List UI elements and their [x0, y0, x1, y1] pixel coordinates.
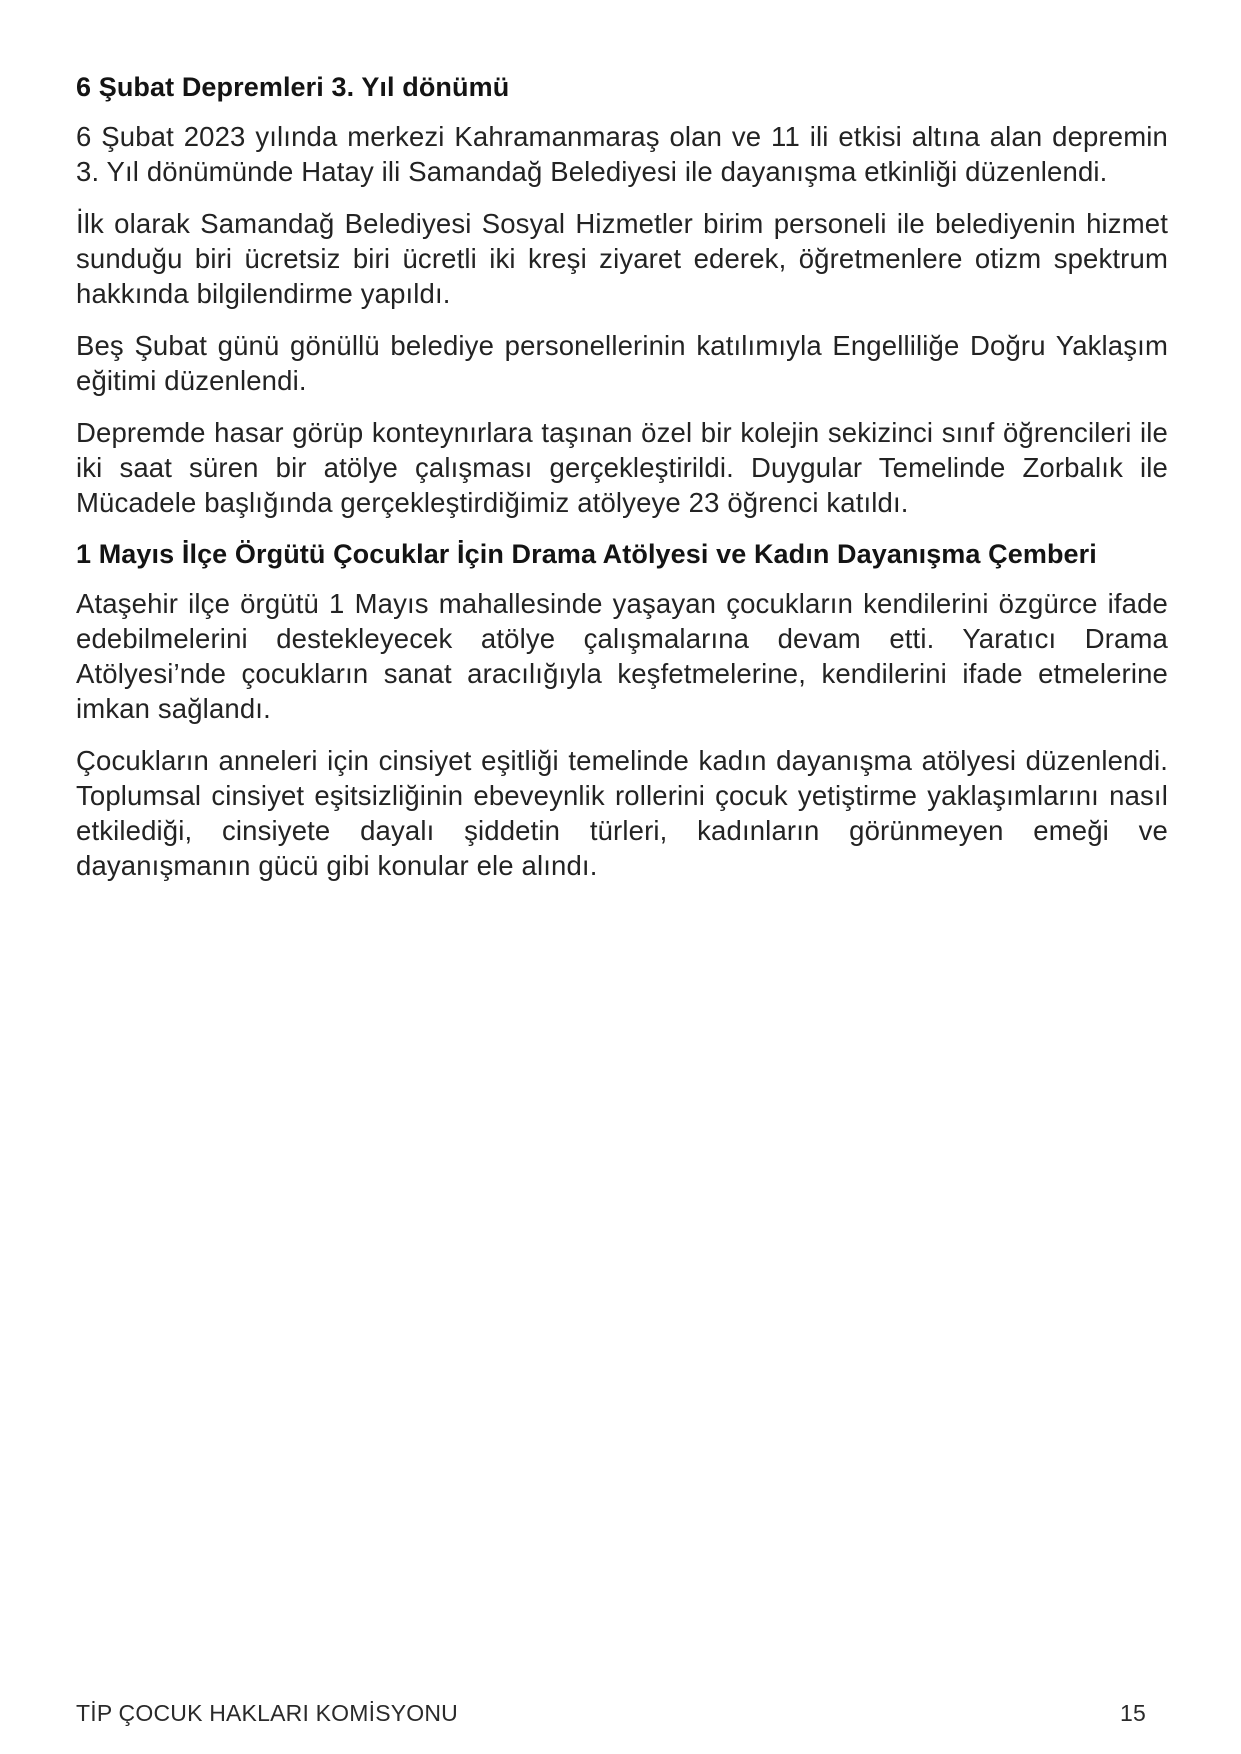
paragraph: Çocukların anneleri için cinsiyet eşitliği temelinde kadın dayanışma atölyesi düzenlendi. Toplumsal cinsiyet eşitsizliğinin ebeveynlik rollerini çocuk yetiştirme yaklaşımlarını nasıl etkilediği, cinsiyete dayalı şiddetin türleri, kadınların görünmeyen emeği ve dayanışmanın gücü gibi konular ele alındı.: [76, 745, 1168, 881]
paragraph: İlk olarak Samandağ Belediyesi Sosyal Hizmetler birim personeli ile belediyenin hizmet sunduğu biri ücretsiz biri ücretli iki kreşi ziyaret ederek, öğretmenlere otizm spektrum hakkında bilgilendirme yapıldı.: [76, 208, 1168, 309]
section-title: 6 Şubat Depremleri 3. Yıl dönümü: [76, 72, 510, 102]
section-drama-workshop: [76, 537, 1168, 883]
section-title: 1 Mayıs İlçe Örgütü Çocuklar İçin Drama Atölyesi ve Kadın Dayanışma Çemberi: [76, 539, 1097, 569]
paragraph: Ataşehir ilçe örgütü 1 Mayıs mahallesinde yaşayan çocukların kendilerini özgürce ifade edebilmelerini destekleyecek atölye çalışmalarına devam etti. Yaratıcı Drama Atölyesi’nde çocukların sanat aracılığıyla keşfetmelerine, kendilerini ifade etmelerine imkan sağlandı.: [76, 588, 1168, 724]
page-number: 15: [1120, 1700, 1146, 1726]
footer-organization: TİP ÇOCUK HAKLARI KOMİSYONU: [76, 1700, 458, 1726]
paragraph: 6 Şubat 2023 yılında merkezi Kahramanmaraş olan ve 11 ili etkisi altına alan depremin 3. Yıl dönümünde Hatay ili Samandağ Belediyesi ile dayanışma etkinliği düzenlendi.: [76, 121, 1168, 187]
page-content: [76, 70, 1168, 900]
page-footer: [76, 1700, 1146, 1727]
paragraph: Beş Şubat günü gönüllü belediye personellerinin katılımıyla Engelliliğe Doğru Yaklaşım eğitimi düzenlendi.: [76, 330, 1168, 396]
section-earthquake-anniversary: [76, 70, 1168, 520]
paragraph: Depremde hasar görüp konteynırlara taşınan özel bir kolejin sekizinci sınıf öğrencileri ile iki saat süren bir atölye çalışması gerçekleştirildi. Duygular Temelinde Zorbalık ile Mücadele başlığında gerçekleştirdiğimiz atölyeye 23 öğrenci katıldı.: [76, 417, 1168, 518]
